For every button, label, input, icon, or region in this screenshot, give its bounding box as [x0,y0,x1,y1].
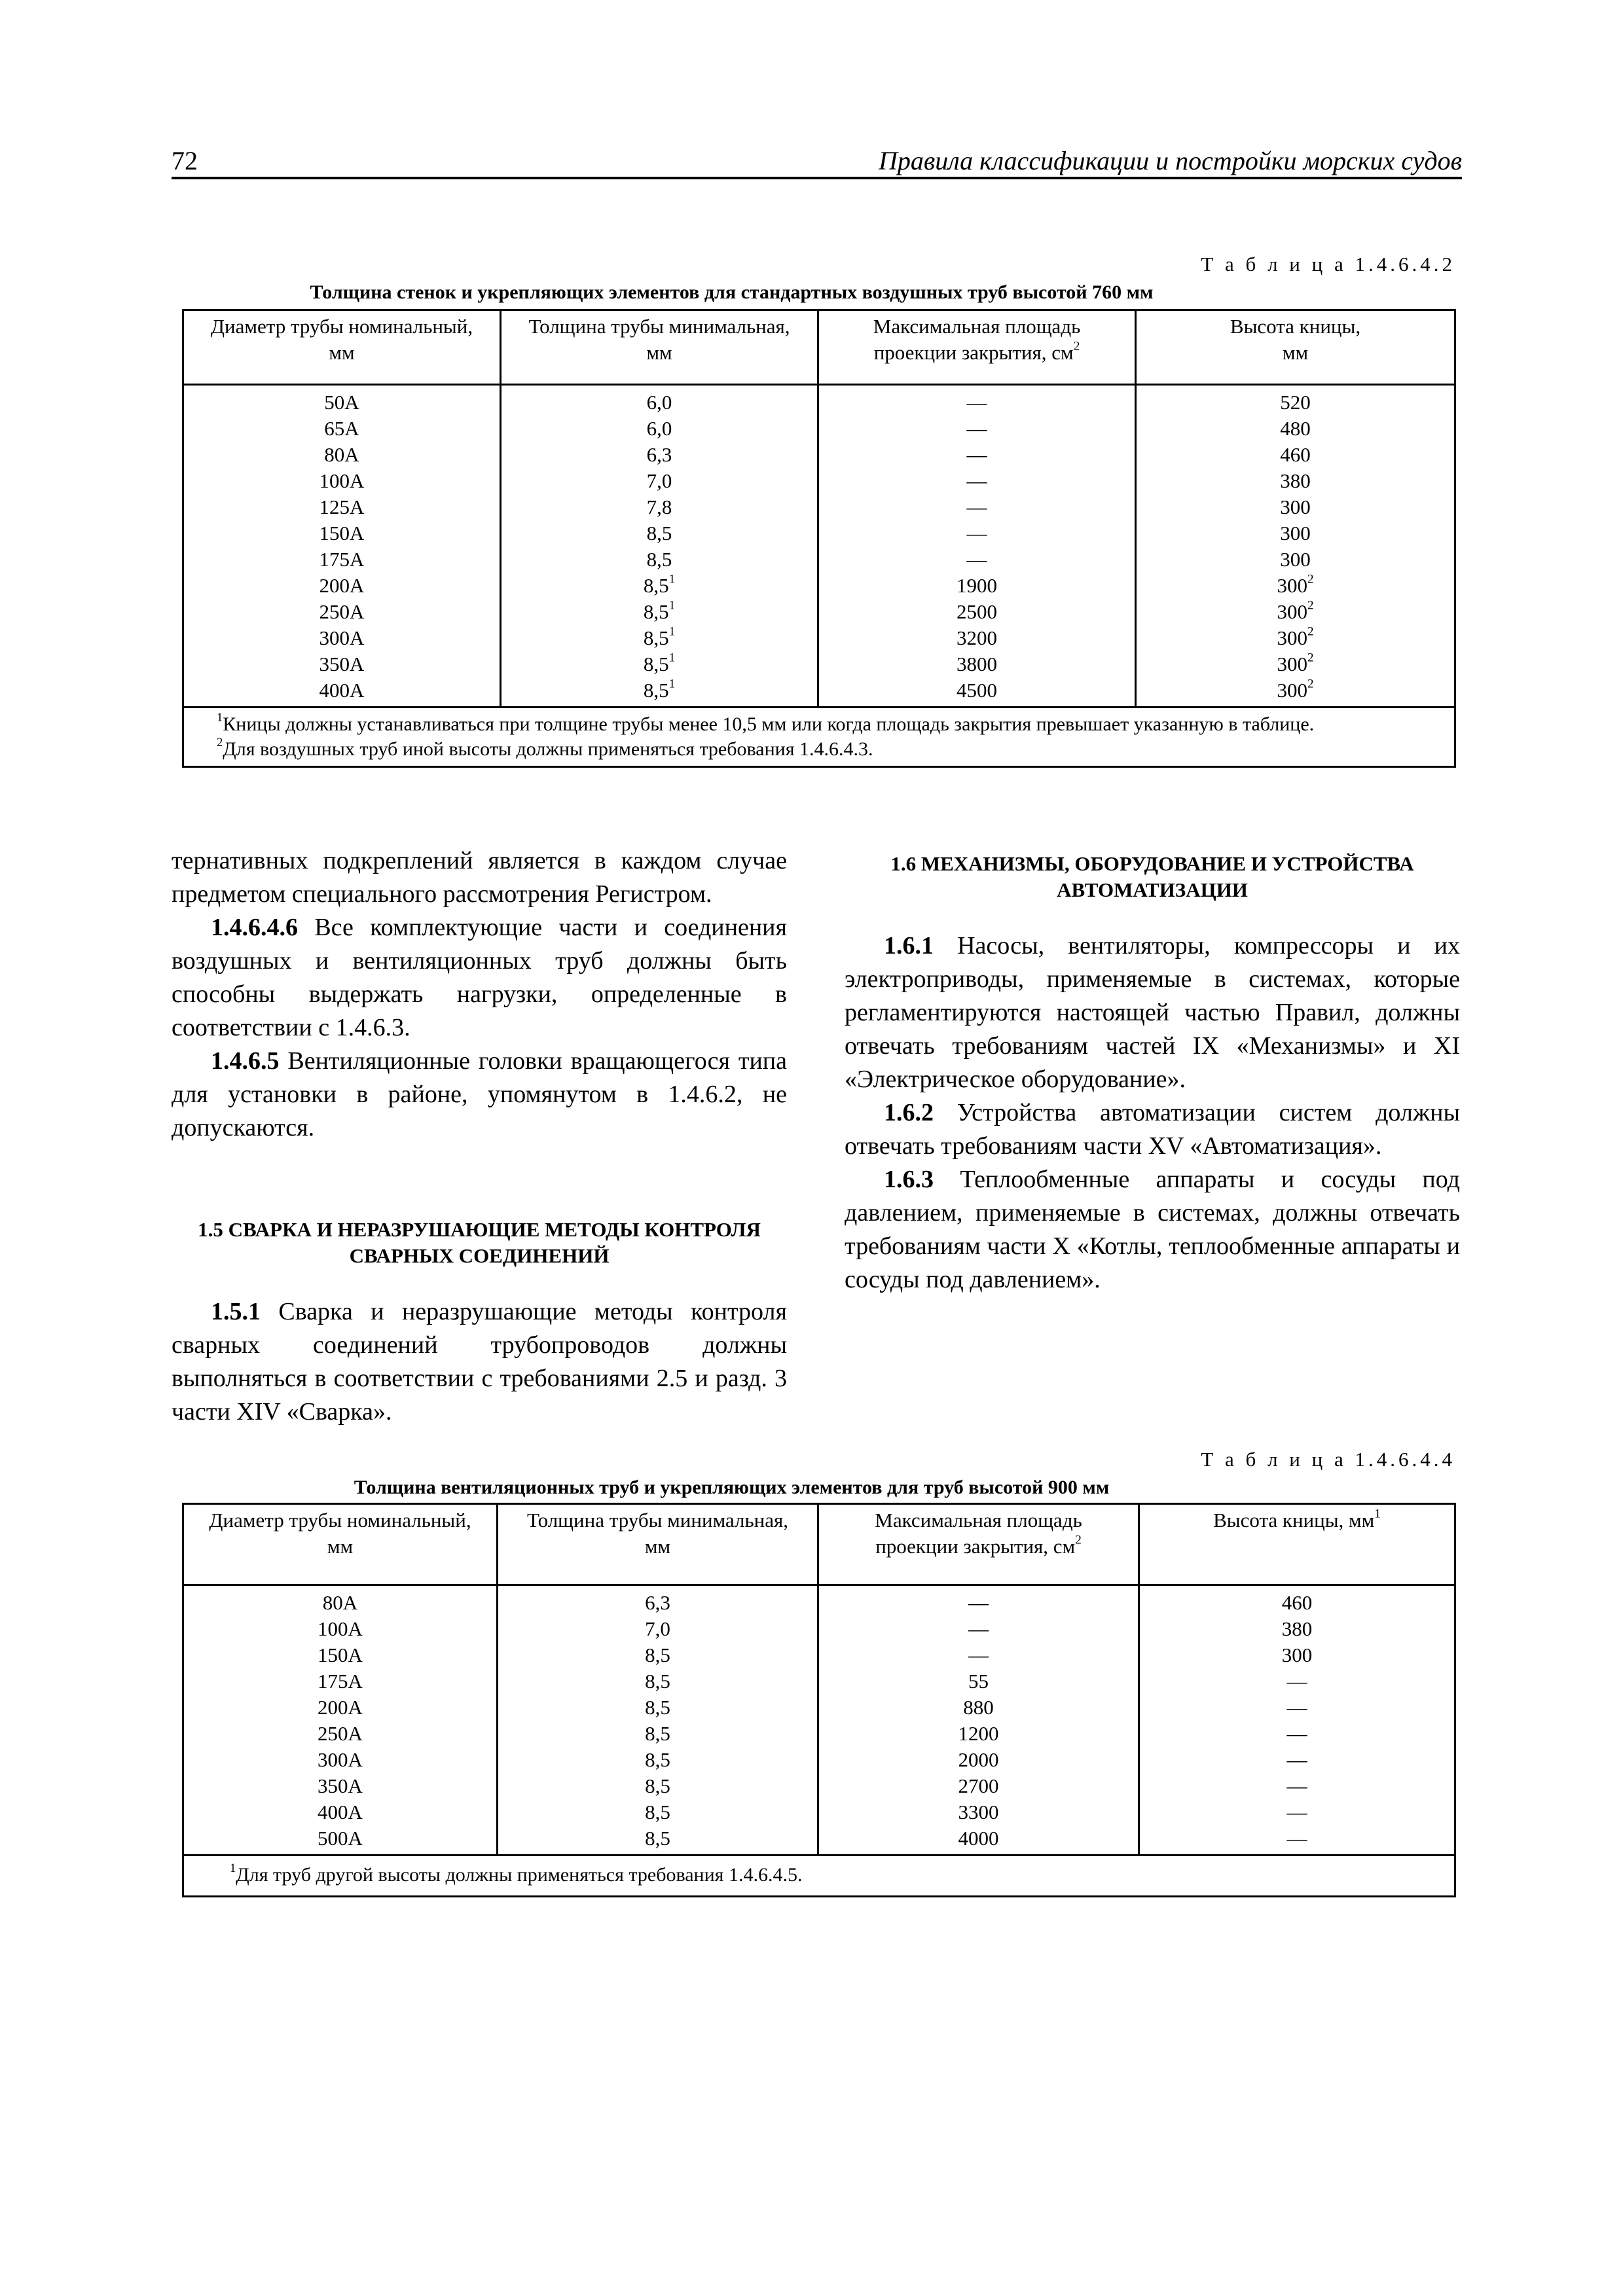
table2-header-bracket-height: Высота кницы, $мм^1$ [1139,1504,1455,1585]
table-cell: — [1286,1774,1307,1797]
table-cell: $300^2$ [1277,598,1314,623]
table2 [182,1503,1456,1897]
table-cell: 880 [963,1696,994,1719]
table-cell: — [966,522,987,545]
table-cell: 400A [319,679,365,702]
table-cell: 8,5 [646,548,672,571]
table-cell: 150A [319,522,365,545]
table-cell: $8,5^1$ [643,624,676,649]
table-cell: 8,5 [646,522,672,545]
table-cell: 1200 [958,1722,999,1745]
table1-header-area: Максимальная площадь проекции закрытия, $см^2$ [818,310,1136,385]
table2-header-diameter: Диаметр трубы номинальный, мм [183,1504,498,1585]
table-cell: 100A [319,469,365,492]
table-cell: 460 [1280,443,1311,466]
table-cell: $8,5^1$ [643,598,676,623]
section-heading-1-6: 1.6 МЕХАНИЗМЫ, ОБОРУДОВАНИЕ И УСТРОЙСТВА АВТОМАТИЗАЦИИ [890,852,1414,901]
page-number: 72 [172,146,198,175]
table-cell: 300A [319,626,365,649]
table2-height-column [1139,1585,1455,1856]
table-cell: 100A [318,1617,363,1640]
table1-footnote-1: $^1$Кницы должны устанавливаться при толщине трубы менее 10,5 мм или когда площадь закрытия превышает указанную в таблице. [217,711,1315,735]
table-cell: 7,0 [646,469,672,492]
table1-header-diameter: Диаметр трубы номинальный, мм [183,310,501,385]
table1-footnote-2: $^2$Для воздушных труб иной высоты должны применяться требования 1.4.6.4.3. [217,736,873,760]
table1 [182,309,1456,768]
table-cell: 520 [1280,391,1311,414]
table-cell: $8,5^1$ [643,572,676,597]
table-cell: 350A [319,653,365,675]
table-cell: 500A [318,1827,363,1850]
table-cell: — [968,1617,989,1640]
header-rule [172,177,1462,179]
table-cell: 8,5 [645,1670,670,1693]
table-cell: 300 [1281,1643,1313,1666]
table-cell: 200A [319,574,365,597]
table1-header-bracket-height: Высота кницы, мм [1136,310,1455,385]
table-cell: 3300 [958,1801,999,1823]
table-cell: 8,5 [645,1827,670,1850]
table-cell: 6,0 [646,417,672,440]
section-heading-1-5: 1.5 СВАРКА И НЕРАЗРУШАЮЩИЕ МЕТОДЫ КОНТРОЛЯ СВАРНЫХ СОЕДИНЕНИЙ [198,1218,761,1267]
right-column [845,851,1460,1297]
table-cell: — [966,548,987,571]
table1-area-column [818,385,1136,708]
table-cell: 380 [1281,1617,1313,1640]
table-cell: $300^2$ [1277,572,1314,597]
table-cell: $300^2$ [1277,651,1314,675]
table2-area-column [818,1585,1139,1856]
table2-body [183,1585,1455,1856]
continuation-paragraph: тернативных подкреплений является в каждом случае предметом специального рассмотрения Регистром. [172,847,787,908]
table1-footnotes [183,708,1455,767]
table-cell: 175A [318,1670,363,1693]
table1-height-column [1136,385,1455,708]
table-cell: — [966,417,987,440]
table2-footnote-1: $^1$Для труб другой высоты должны применяться требования 1.4.6.4.5. [230,1861,803,1886]
table-cell: 8,5 [645,1774,670,1797]
table1-label: Т а б л и ц а 1.4.6.4.2 [1201,253,1455,276]
table-cell: 460 [1281,1591,1313,1614]
paragraph-1-6-3: 1.6.3 Теплообменные аппараты и сосуды под давлением, применяемые в системах, должны отвечать требованиям части X «Котлы, теплообменные аппараты и сосуды под давлением». [845,1166,1460,1293]
paragraph-1-5-1: 1.5.1 Сварка и неразрушающие методы контроля сварных соединений трубопроводов должны выполняться в соответствии с требованиями 2.5 и разд. 3 части XIV «Сварка». [172,1298,787,1426]
table-cell: 4000 [958,1827,999,1850]
running-title: Правила классификации и постройки морских судов [878,146,1462,175]
table-cell: 80A [322,1591,358,1614]
table-cell: 8,5 [645,1748,670,1771]
table-cell: $8,5^1$ [643,677,676,702]
table1-diameter-column [183,385,501,708]
table2-header-thickness: Толщина трубы минимальная, мм [498,1504,818,1585]
table-cell: — [1286,1722,1307,1745]
table-cell: 300 [1280,548,1311,571]
table1-body [183,385,1455,708]
table-cell: 50A [324,391,359,414]
table-cell: 1900 [957,574,997,597]
table-cell: 55 [968,1670,989,1693]
table-cell: 300 [1280,495,1311,518]
table2-diameter-column [183,1585,498,1856]
table-cell: 2500 [957,600,997,623]
table-cell: 2000 [958,1748,999,1771]
table-cell: 350A [318,1774,363,1797]
table1-header-row [183,310,1455,385]
table-cell: — [966,469,987,492]
table-cell: 6,0 [646,391,672,414]
table-cell: — [966,443,987,466]
table-cell: 7,8 [646,495,672,518]
table1-header-thickness: Толщина трубы минимальная, мм [501,310,818,385]
table-cell: 8,5 [645,1722,670,1745]
table-cell: — [968,1643,989,1666]
paragraph-1-4-6-5: 1.4.6.5 Вентиляционные головки вращающегося типа для установки в районе, упомянутом в 1.4.6.2, не допускаются. [172,1047,787,1141]
table-cell: 3200 [957,626,997,649]
table-cell: 250A [319,600,365,623]
paragraph-1-6-2: 1.6.2 Устройства автоматизации систем должны отвечать требованиям части XV «Автоматизация». [845,1099,1460,1160]
left-column [172,844,787,1429]
table-cell: 300A [318,1748,363,1771]
table-cell: 4500 [957,679,997,702]
table1-caption: Толщина стенок и укрепляющих элементов для стандартных воздушных труб высотой 760 мм [310,281,1154,303]
table-cell: 8,5 [645,1696,670,1719]
table-cell: $8,5^1$ [643,651,676,675]
table-cell: 480 [1280,417,1311,440]
table-cell: — [1286,1670,1307,1693]
table-cell: 80A [324,443,359,466]
table-cell: 2700 [958,1774,999,1797]
table-cell: 8,5 [645,1643,670,1666]
table-cell: — [968,1591,989,1614]
table-cell: 400A [318,1801,363,1823]
table2-footnotes [183,1856,1455,1897]
table2-header-row [183,1504,1455,1585]
table-cell: 380 [1280,469,1311,492]
table-cell: 8,5 [645,1801,670,1823]
table-cell: 7,0 [645,1617,670,1640]
table-cell: — [966,495,987,518]
table-cell: 65A [324,417,359,440]
table-cell: — [966,391,987,414]
paragraph-1-4-6-4-6: 1.4.6.4.6 Все комплектующие части и соединения воздушных и вентиляционных труб должны быть способны выдержать нагрузки, определенные в соответствии с 1.4.6.3. [172,914,787,1041]
table-cell: 125A [319,495,365,518]
table-cell: 300 [1280,522,1311,545]
table2-caption: Толщина вентиляционных труб и укрепляющих элементов для труб высотой 900 мм [354,1477,1110,1498]
table-cell: — [1286,1696,1307,1719]
table1-thickness-column [501,385,818,708]
paragraph-1-6-1: 1.6.1 Насосы, вентиляторы, компрессоры и их электроприводы, применяемые в системах, которые регламентируются настоящей частью Правил, должны отвечать требованиям частей IX «Механизмы» и XI «Электрическое оборудование». [845,932,1460,1093]
table-cell: 150A [318,1643,363,1666]
table-cell: 3800 [957,653,997,675]
table-cell: 6,3 [646,443,672,466]
table-cell: 250A [318,1722,363,1745]
table-cell: $300^2$ [1277,624,1314,649]
table2-header-area: Максимальная площадь проекции закрытия, $см^2$ [818,1504,1139,1585]
table-cell: 175A [319,548,365,571]
table-cell: — [1286,1827,1307,1850]
table-cell: 200A [318,1696,363,1719]
table2-label: Т а б л и ц а 1.4.6.4.4 [1201,1448,1455,1471]
table-cell: 6,3 [645,1591,670,1614]
table-cell: $300^2$ [1277,677,1314,702]
table-cell: — [1286,1748,1307,1771]
table-cell: — [1286,1801,1307,1823]
table2-thickness-column [498,1585,818,1856]
